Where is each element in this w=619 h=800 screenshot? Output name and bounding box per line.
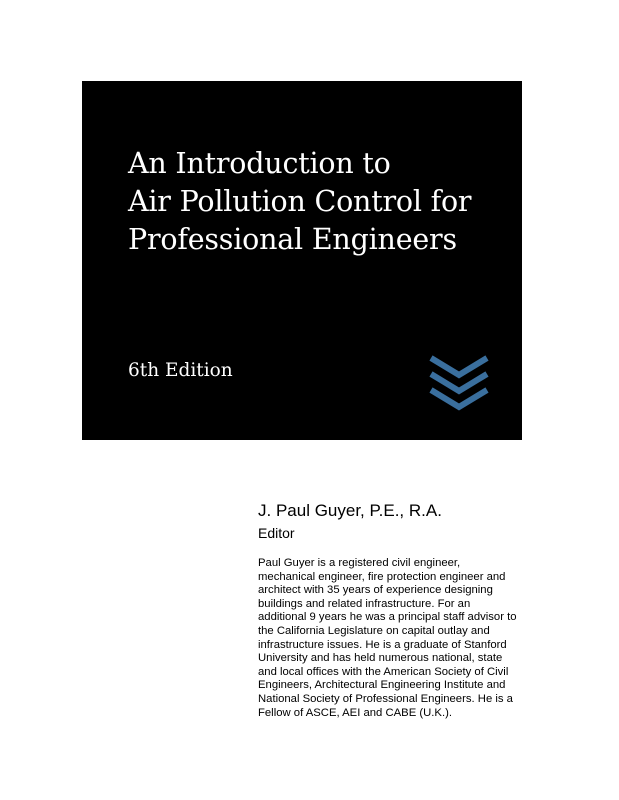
- bio-line: mechanical engineer, fire protection engineer and: [258, 570, 506, 583]
- bio-line: Paul Guyer is a registered civil engineer,: [258, 557, 461, 569]
- cover-panel: [82, 81, 522, 440]
- bio-line: Fellow of ASCE, AEI and CABE (U.K.).: [258, 706, 453, 719]
- triple-chevron-down-icon: [428, 355, 490, 411]
- book-title-line: Professional Engineers: [128, 223, 457, 256]
- author-bio: [258, 557, 517, 720]
- edition-label: 6th Edition: [128, 360, 233, 381]
- author-name: J. Paul Guyer, P.E., R.A.: [258, 501, 442, 520]
- bio-line: infrastructure issues. He is a graduate of Stanford: [258, 638, 507, 651]
- bio-line: the California Legislature on capital outlay and: [258, 624, 490, 637]
- bio-line: University and has held numerous national, state: [258, 652, 503, 665]
- bio-line: architect with 35 years of experience designing: [258, 584, 493, 597]
- book-title-line: An Introduction to: [128, 147, 391, 180]
- book-title: [128, 145, 471, 259]
- bio-line: Engineers, Architectural Engineering Institute and: [258, 679, 506, 692]
- bio-line: National Society of Professional Engineers. He is a: [258, 692, 513, 705]
- author-role: Editor: [258, 525, 295, 541]
- bio-line: additional 9 years he was a principal staff advisor to: [258, 611, 517, 624]
- bio-line: buildings and related infrastructure. For an: [258, 597, 471, 610]
- bio-line: and local offices with the American Society of Civil: [258, 665, 509, 678]
- book-title-line: Air Pollution Control for: [128, 185, 472, 218]
